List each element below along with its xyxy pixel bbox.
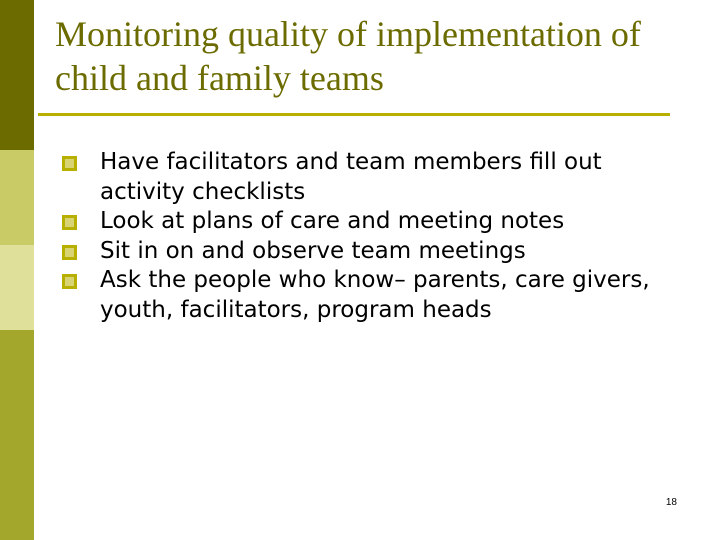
bullet-item — [62, 266, 662, 325]
bullet-text: Have facilitators and team members fill out activity checklists — [100, 149, 602, 205]
square-bullet-icon — [62, 274, 77, 289]
bullet-list — [62, 148, 662, 325]
square-bullet-icon — [62, 215, 77, 230]
sidebar-band — [0, 0, 34, 150]
bullet-text: Sit in on and observe team meetings — [100, 237, 526, 264]
sidebar-band — [0, 150, 34, 245]
slide-number: 18 — [665, 497, 677, 508]
sidebar-decoration — [0, 0, 34, 540]
square-bullet-icon — [62, 156, 77, 171]
bullet-text: Ask the people who know– parents, care givers, youth, facilitators, program heads — [100, 267, 650, 323]
bullet-item — [62, 148, 662, 207]
bullet-item — [62, 237, 662, 267]
sidebar-band — [0, 330, 34, 540]
bullet-text: Look at plans of care and meeting notes — [100, 208, 565, 234]
title-divider — [38, 113, 670, 116]
square-bullet-icon — [62, 245, 77, 260]
slide-title: Monitoring quality of implementation of child and family teams — [55, 14, 641, 98]
bullet-item — [62, 207, 662, 237]
sidebar-band — [0, 245, 34, 330]
